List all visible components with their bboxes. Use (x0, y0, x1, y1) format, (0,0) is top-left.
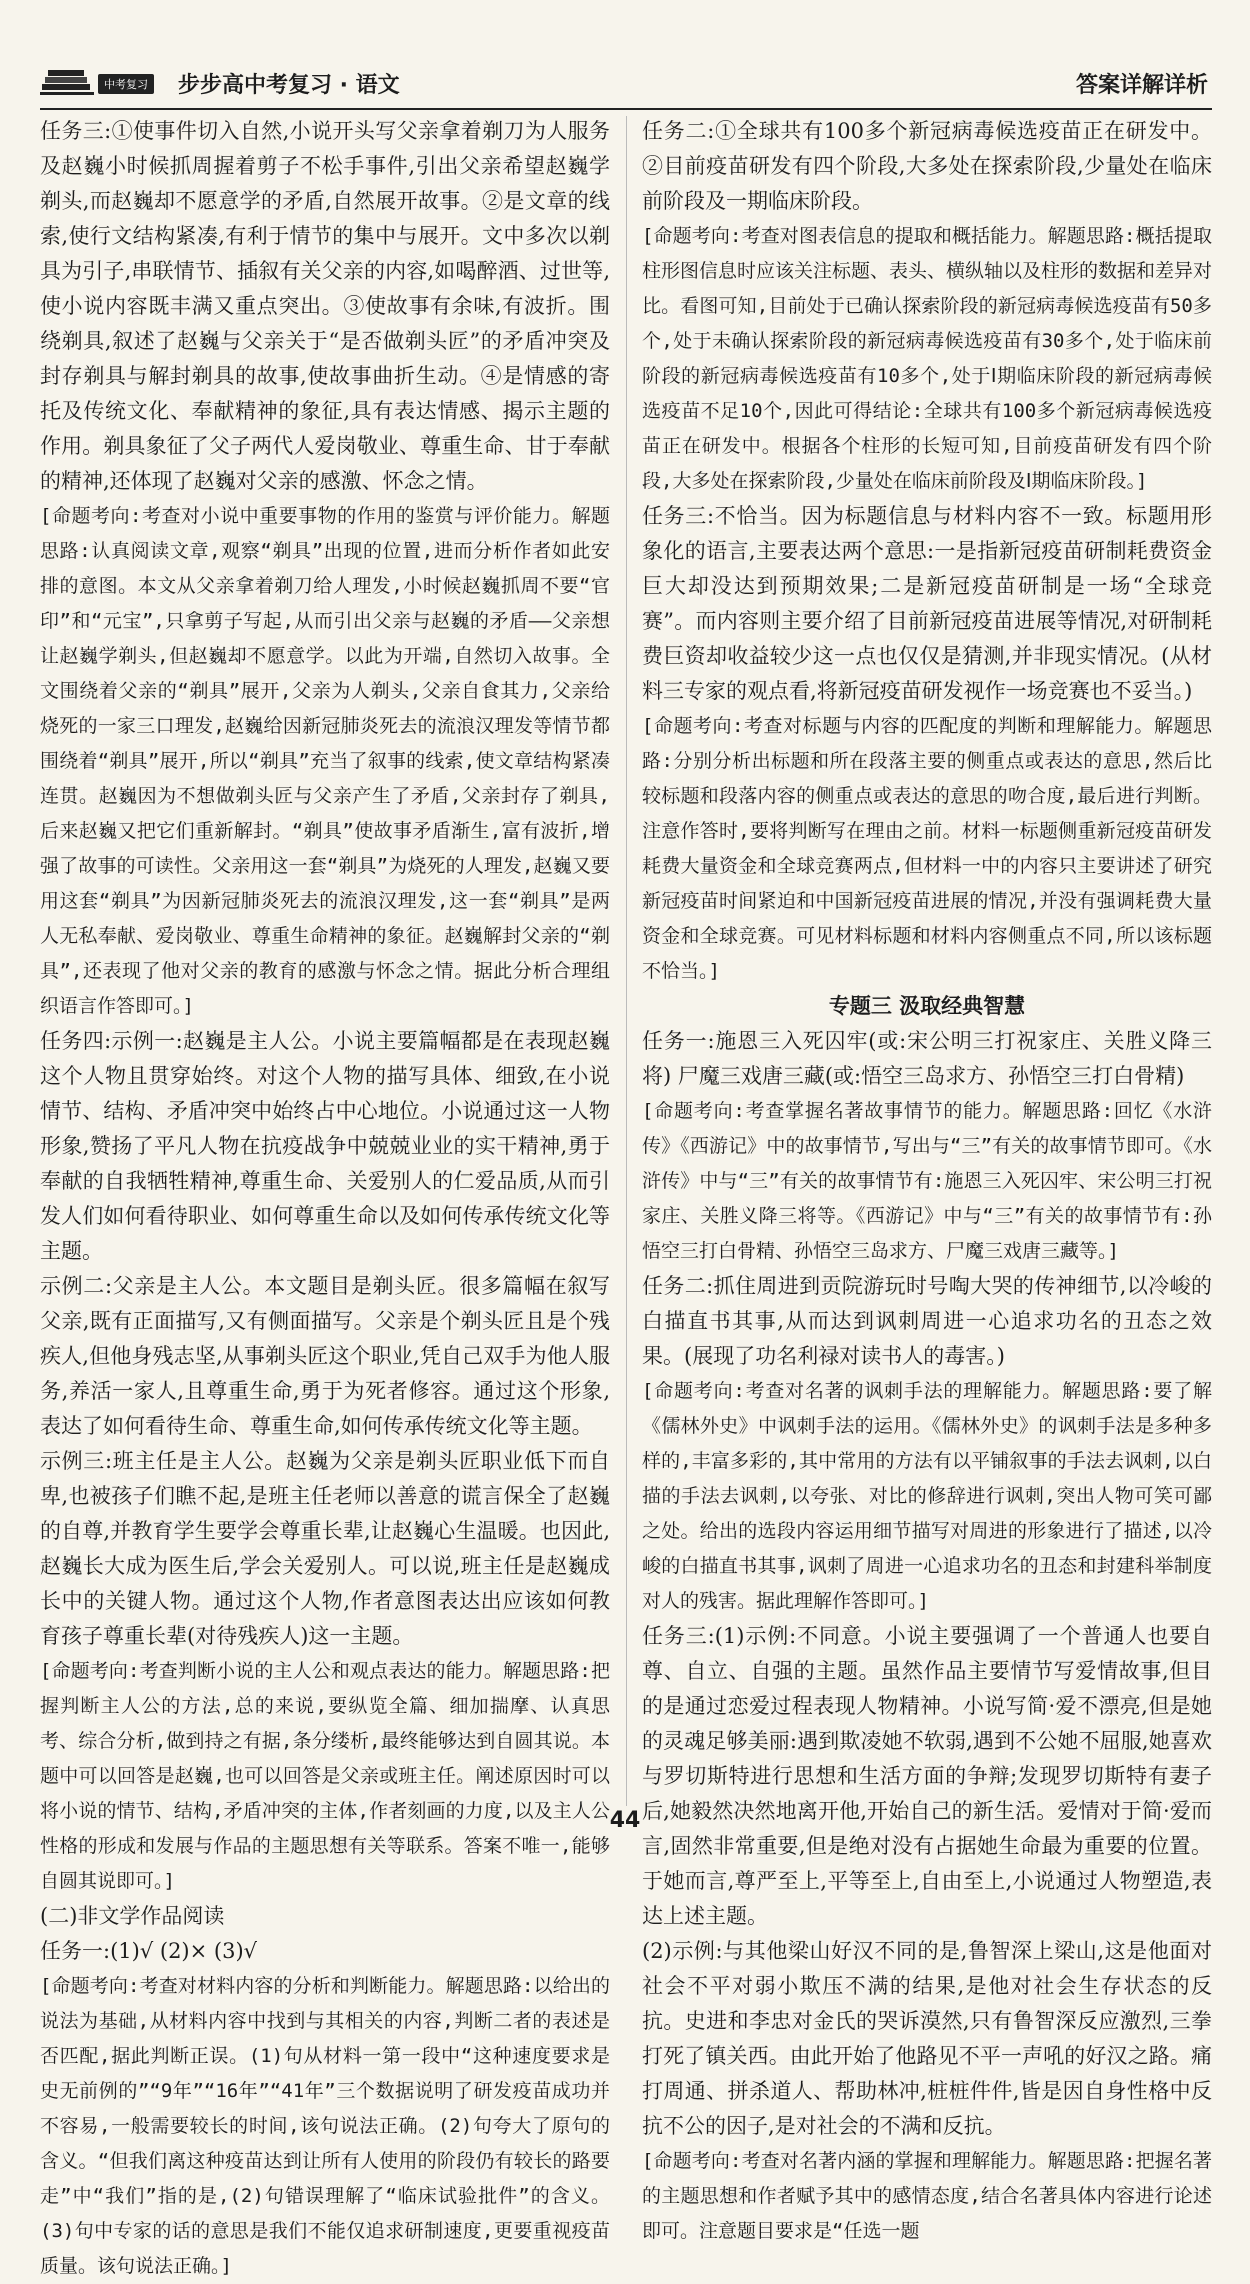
paragraph: 任务一:施恩三入死囚牢(或:宋公明三打祝家庄、关胜义降三将) 尸魔三戏唐三藏(或:悟空三岛求方、孙悟空三打白骨精) (642, 1029, 1212, 1088)
analysis-note: [命题考向:考查对图表信息的提取和概括能力。解题思路:概括提取柱形图信息时应该关注标题、表头、横纵轴以及柱形的数据和差异对比。看图可知,目前处于已确认探索阶段的新冠病毒候选疫苗有50多个,处于未确认探索阶段的新冠病毒候选疫苗有30多个,处于临床前阶段的新冠病毒候选疫苗有10多个,处于Ⅰ期临床阶段的新冠病毒候选疫苗不足10个,因此可得结论:全球共有100多个新冠病毒候选疫苗正在研发中。根据各个柱形的长短可知,目前疫苗研发有四个阶段,大多处在探索阶段,少量处在临床前阶段及Ⅰ期临床阶段。] (642, 225, 1213, 492)
paragraph: 任务三:不恰当。因为标题信息与材料内容不一致。标题用形象化的语言,主要表达两个意思:一是指新冠疫苗研制耗费资金巨大却没达到预期效果;二是新冠疫苗研制是一场“全球竞赛”。而内容则主要介绍了目前新冠疫苗进展等情况,对研制耗费巨资却收益较少这一点也仅仅是猜测,并非现实情况。(从材料三专家的观点看,将新冠疫苗研发视作一场竞赛也不妥当。) (642, 504, 1212, 703)
paragraph: 示例二:父亲是主人公。本文题目是剃头匠。很多篇幅在叙写父亲,既有正面描写,又有侧面描写。父亲是个剃头匠且是个残疾人,但他身残志坚,从事剃头匠这个职业,凭自己双手为他人服务,养活一家人,且尊重生命,勇于为死者修容。通过这个形象,表达了如何看待生命、尊重生命,如何传承传统文化等主题。 (40, 1274, 610, 1438)
paragraph: 任务二:抓住周进到贡院游玩时号啕大哭的传神细节,以冷峻的白描直书其事,从而达到讽刺周进一心追求功名的丑态之效果。(展现了功名利禄对读书人的毒害。) (642, 1274, 1212, 1368)
left-column (40, 114, 610, 2277)
paragraph: 任务二:①全球共有100多个新冠病毒候选疫苗正在研发中。②目前疫苗研发有四个阶段,大多处在探索阶段,少量处在临床前阶段及一期临床阶段。 (642, 119, 1212, 213)
analysis-note: [命题考向:考查判断小说的主人公和观点表达的能力。解题思路:把握判断主人公的方法,总的来说,要纵览全篇、细加揣摩、认真思考、综合分析,做到持之有据,条分缕析,最终能够达到自圆其说。本题中可以回答是赵巍,也可以回答是父亲或班主任。阐述原因时可以将小说的情节、结构,矛盾冲突的主体,作者刻画的力度,以及主人公性格的形成和发展与作品的主题思想有关等联系。答案不唯一,能够自圆其说即可。] (40, 1660, 610, 1892)
analysis-note: [命题考向:考查对名著的讽刺手法的理解能力。解题思路:要了解《儒林外史》中讽刺手法的运用。《儒林外史》的讽刺手法是多种多样的,丰富多彩的,其中常用的方法有以平铺叙事的手法去讽刺,以白描的手法去讽刺,以夸张、对比的修辞进行讽刺,突出人物可笑可鄙之处。给出的选段内容运用细节描写对周进的形象进行了描述,以冷峻的白描直书其事,讽刺了周进一心追求功名的丑态和封建科举制度对人的残害。据此理解作答即可。] (642, 1380, 1212, 1612)
analysis-note: [命题考向:考查掌握名著故事情节的能力。解题思路:回忆《水浒传》《西游记》中的故事情节,写出与“三”有关的故事情节即可。《水浒传》中与“三”有关的故事情节有:施恩三入死囚牢、宋公明三打祝家庄、关胜义降三将等。《西游记》中与“三”有关的故事情节有:孙悟空三打白骨精、孙悟空三岛求方、尸魔三戏唐三藏等。] (642, 1100, 1212, 1262)
page-header (40, 62, 1212, 110)
page-number: 44 (609, 1808, 641, 1833)
section-title: 专题三 汲取经典智慧 (828, 994, 1026, 1018)
paragraph: 任务一:(1)√ (2)× (3)√ (40, 1939, 258, 1963)
analysis-note: [命题考向:考查对材料内容的分析和判断能力。解题思路:以给出的说法为基础,从材料内容中找到与其相关的内容,判断二者的表述是否匹配,据此判断正误。(1)句从材料一第一段中“这种速度要求是史无前例的”“9年”“16年”“41年”三个数据说明了研发疫苗成功并不容易,一般需要较长的时间,该句说法正确。(2)句夸大了原句的含义。“但我们离这种疫苗达到让所有人使用的阶段仍有较长的路要走”中“我们”指的是,(2)句错误理解了“临床试验批件”的含义。(3)句中专家的话的意思是我们不能仅追求研制速度,更要重视疫苗质量。该句说法正确。] (40, 1975, 610, 2277)
analysis-note: [命题考向:考查对标题与内容的匹配度的判断和理解能力。解题思路:分别分析出标题和所在段落主要的侧重点或表达的意思,然后比较标题和段落内容的侧重点或表达的意思的吻合度,最后进行判断。注意作答时,要将判断写在理由之前。材料一标题侧重新冠疫苗研发耗费大量资金和全球竞赛两点,但材料一中的内容只主要讲述了研究新冠疫苗时间紧迫和中国新冠疫苗进展的情况,并没有强调耗费大量资金和全球竞赛。可见材料标题和材料内容侧重点不同,所以该标题不恰当。] (642, 715, 1212, 982)
paragraph: 任务三:①使事件切入自然,小说开头写父亲拿着剃刀为人服务及赵巍小时候抓周握着剪子不松手事件,引出父亲希望赵巍学剃头,而赵巍却不愿意学的矛盾,自然展开故事。②是文章的线索,使行文结构紧凑,有利于情节的集中与展开。文中多次以剃具为引子,串联情节、插叙有关父亲的内容,如喝醉酒、过世等,使小说内容既丰满又重点突出。③使故事有余味,有波折。围绕剃具,叙述了赵巍与父亲关于“是否做剃头匠”的矛盾冲突及封存剃具与解封剃具的故事,使故事曲折生动。④是情感的寄托及传统文化、奉献精神的象征,具有表达情感、揭示主题的作用。剃具象征了父子两代人爱岗敬业、尊重生命、甘于奉献的精神,还体现了赵巍对父亲的感激、怀念之情。 (40, 119, 610, 493)
paragraph: (2)示例:与其他梁山好汉不同的是,鲁智深上梁山,这是他面对社会不平对弱小欺压不满的结果,是他对社会生存状态的反抗。史进和李忠对金氏的哭诉漠然,只有鲁智深反应激烈,三拳打死了镇关西。由此开始了他路见不平一声吼的好汉之路。痛打周通、拼杀道人、帮助林冲,桩桩件件,皆是因自身性格中反抗不公的因子,是对社会的不满和反抗。 (642, 1939, 1212, 2138)
paragraph: 任务三:(1)示例:不同意。小说主要强调了一个普通人也要自尊、自立、自强的主题。虽然作品主要情节写爱情故事,但目的是通过恋爱过程表现人物精神。小说写简·爱不漂亮,但是她的灵魂足够美丽:遇到欺凌她不软弱,遇到不公她不屈服,她喜欢与罗切斯特进行思想和生活方面的争辩;发现罗切斯特有妻子后,她毅然决然地离开他,开始自己的新生活。爱情对于简·爱而言,固然非常重要,但是绝对没有占据她生命最为重要的位置。于她而言,尊严至上,平等至上,自由至上,小说通过人物塑造,表达上述主题。 (642, 1624, 1212, 1928)
analysis-note: [命题考向:考查对小说中重要事物的作用的鉴赏与评价能力。解题思路:认真阅读文章,观察“剃具”出现的位置,进而分析作者如此安排的意图。本文从父亲拿着剃刀给人理发,小时候赵巍抓周不要“官印”和“元宝”,只拿剪子写起,从而引出父亲与赵巍的矛盾——父亲想让赵巍学剃头,但赵巍却不愿意学。以此为开端,自然切入故事。全文围绕着父亲的“剃具”展开,父亲为人剃头,父亲自食其力,父亲给烧死的一家三口理发,赵巍给因新冠肺炎死去的流浪汉理发等情节都围绕着“剃具”展开,所以“剃具”充当了叙事的线索,使文章结构紧凑连贯。赵巍因为不想做剃头匠与父亲产生了矛盾,父亲封存了剃具,后来赵巍又把它们重新解封。“剃具”使故事矛盾渐生,富有波折,增强了故事的可读性。父亲用这一套“剃具”为烧死的人理发,赵巍又要用这套“剃具”为因新冠肺炎死去的流浪汉理发,这一套“剃具”是两人无私奉献、爱岗敬业、尊重生命精神的象征。赵巍解封父亲的“剃具”,还表现了他对父亲的教育的感激与怀念之情。据此分析合理组织语言作答即可。] (40, 505, 610, 1017)
subheading: (二)非文学作品阅读 (40, 1904, 225, 1928)
right-column (642, 114, 1213, 2242)
analysis-note: [命题考向:考查对名著内涵的掌握和理解能力。解题思路:把握名著的主题思想和作者赋予其中的感情态度,结合名著具体内容进行论述即可。注意题目要求是“任选一题 (642, 2150, 1212, 2242)
section-label: 答案详解详析 (1075, 73, 1208, 98)
book-title: 步步高中考复习 · 语文 (178, 73, 400, 98)
logo-tag: 中考复习 (98, 74, 154, 94)
column-divider (626, 116, 627, 1806)
books-logo-icon (40, 62, 96, 102)
paragraph: 任务四:示例一:赵巍是主人公。小说主要篇幅都是在表现赵巍这个人物且贯穿始终。对这个人物的描写具体、细致,在小说情节、结构、矛盾冲突中始终占中心地位。小说通过这一人物形象,赞扬了平凡人物在抗疫战争中兢兢业业的实干精神,勇于奉献的自我牺牲精神,尊重生命、关爱别人的仁爱品质,从而引发人们如何看待职业、如何尊重生命以及如何传承传统文化等主题。 (40, 1029, 610, 1263)
logo (40, 62, 168, 102)
paragraph: 示例三:班主任是主人公。赵巍为父亲是剃头匠职业低下而自卑,也被孩子们瞧不起,是班主任老师以善意的谎言保全了赵巍的自尊,并教育学生要学会尊重长辈,让赵巍心生温暖。也因此,赵巍长大成为医生后,学会关爱别人。可以说,班主任是赵巍成长中的关键人物。通过这个人物,作者意图表达出应该如何教育孩子尊重长辈(对待残疾人)这一主题。 (40, 1449, 610, 1648)
